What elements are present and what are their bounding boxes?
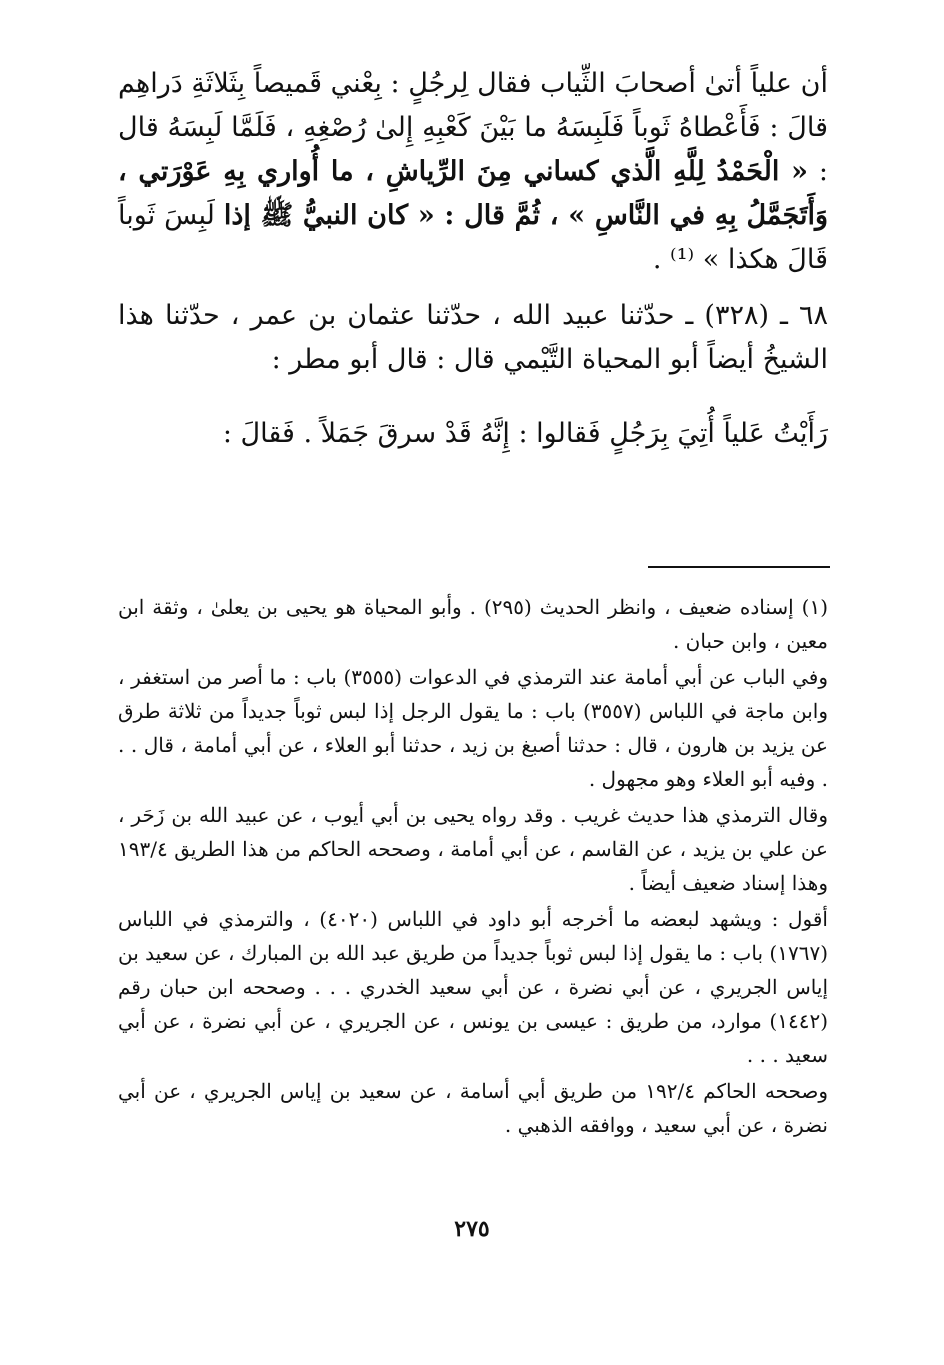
footnote-separator [648, 566, 830, 568]
paragraph-1-quote: « الْحَمْدُ لِلَّهِ الَّذي كساني مِنَ الرِّياشِ ، ما أُواري بِهِ عَوْرَتي ، وَأَتَجَمَّلُ بِهِ في النَّاسِ » ، ثُمَّ قال : « كان النبيُّ ﷺ إذا [118, 156, 829, 231]
main-paragraph-1 [118, 62, 828, 282]
footnote-paragraph: وفي الباب عن أبي أمامة عند الترمذي في الدعوات (٣٥٥٥) باب : ما أصر من استغفر ، وابن ماجة في اللباس (٣٥٥٧) باب : ما يقول الرجل إذا لبس ثوباً جديداً من ثلاثة طرق عن يزيد بن هارون ، قال : حدثنا أصبغ بن زيد ، حدثنا أبو العلاء ، عن أبي أمامة ، قال . . . وفيه أبو العلاء وهو مجهول . [118, 665, 828, 791]
footnote-1: (١) إسناده ضعيف ، وانظر الحديث (٢٩٥) . وأبو المحياة هو يحيى بن يعلىٰ ، وثقة ابن معين ، وابن حبان . [118, 595, 828, 653]
footnote-paragraph: وقال الترمذي هذا حديث غريب . وقد رواه يحيى بن أبي أيوب ، عن عبيد الله بن زَحَر ، عن علي بن يزيد ، عن القاسم ، عن أبي أمامة ، وصححه الحاكم من هذا الطريق ١٩٣/٤ وهذا إسناد ضعيف أيضاً . [118, 803, 828, 895]
hadith-68-paragraph: ٦٨ ـ (٣٢٨) ـ حدّثنا عبيد الله ، حدّثنا عثمان بن عمر ، حدّثنا هذا الشيخُ أيضاً أبو المحياة التَّيْمي قال : قال أبو مطر : [118, 300, 829, 375]
page-number: ٢٧٥ [454, 1216, 490, 1242]
paragraph-1-tail: لَبِسَ ثَوباً قَالَ هكذا » ⁽¹⁾ . [118, 200, 828, 275]
main-text [118, 62, 828, 456]
hadith-68-text: رَأَيْتُ عَلياً أُتِيَ بِرَجُلٍ فَقالوا : إِنَّهُ قَدْ سرقَ جَمَلاً . فَقالَ : [222, 418, 828, 449]
footnote-paragraph: أقول : ويشهد لبعضه ما أخرجه أبو داود في اللباس (٤٠٢٠) ، والترمذي في اللباس (١٧٦٧) باب : ما يقول إذا لبس ثوباً جديداً من طريق عبد الله بن المبارك ، عن سعيد بن إياس الجريري ، عن أبي نضرة ، عن أبي سعيد الخدري . . . وصححه ابن حبان رقم (١٤٤٢) موارد، من طريق : عيسى بن يونس ، عن الجريري ، عن أبي نضرة ، عن أبي سعيد . . . [118, 907, 828, 1067]
paragraph-1-intro: أن علياً أتىٰ أصحابَ الثِّياب فقال لِرجُلٍ : بِعْني قَميصاً بِثَلاثَةِ دَراهِم قالَ : فَأَعْطاهُ ثَوباً فَلَبِسَهُ ما بَيْنَ كَعْبِهِ إِلىٰ رُصْغِهِ ، فَلَمَّا لَبِسَهُ قال : [118, 68, 828, 187]
footnote-paragraph: وصححه الحاكم ١٩٢/٤ من طريق أبي أسامة ، عن سعيد بن إياس الجريري ، عن أبي نضرة ، عن أبي سعيد ، ووافقه الذهبي . [118, 1079, 829, 1137]
footnotes [118, 590, 828, 1144]
